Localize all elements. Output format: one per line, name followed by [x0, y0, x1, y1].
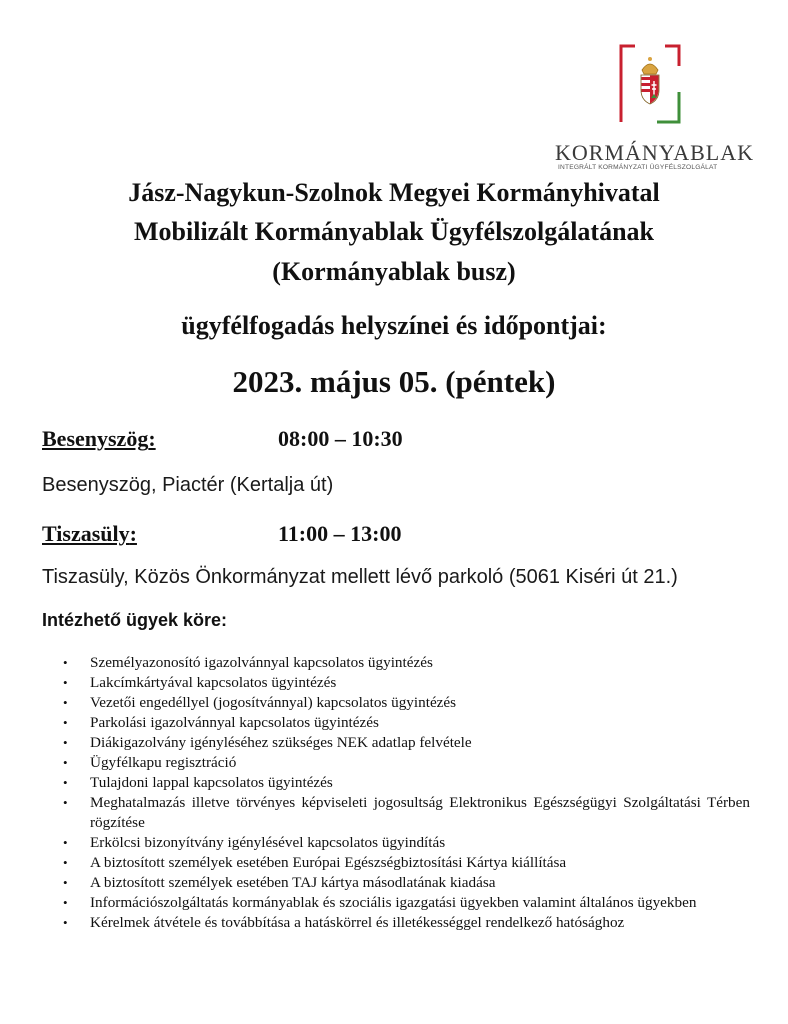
bullet-icon: •	[63, 735, 68, 750]
bullet-icon: •	[63, 895, 68, 910]
list-item: • A biztosított személyek esetében Európai Egészségbiztosítási Kártya kiállítása	[63, 854, 567, 871]
list-item: • Parkolási igazolvánnyal kapcsolatos ügyintézés	[63, 714, 379, 731]
location-address: Besenyszög, Piactér (Kertalja út)	[42, 474, 334, 496]
logo-subtitle: INTEGRÁLT KORMÁNYZATI ÜGYFÉLSZOLGÁLAT	[558, 164, 718, 171]
title-line-2: Mobilizált Kormányablak Ügyfélszolgálatának	[134, 217, 654, 246]
bullet-icon: •	[63, 875, 68, 890]
bullet-icon: •	[63, 755, 68, 770]
list-item: • Meghatalmazás illetve törvényes képviseleti jogosultság Elektronikus Egészségügyi Szolgáltatási Térben rögzítése	[63, 794, 750, 831]
list-item: • Kérelmek átvétele és továbbítása a hatáskörrel és illetékességgel rendelkező hatósághoz	[63, 914, 625, 931]
list-item: • Személyazonosító igazolvánnyal kapcsolatos ügyintézés	[63, 654, 433, 671]
bullet-icon: •	[63, 795, 68, 810]
bullet-icon: •	[63, 675, 68, 690]
list-item: • Erkölcsi bizonyítvány igénylésével kapcsolatos ügyindítás	[63, 834, 446, 851]
title-line-1: Jász-Nagykun-Szolnok Megyei Kormányhivatal	[128, 178, 660, 207]
bullet-icon: •	[63, 915, 68, 930]
list-item: • Diákigazolvány igényléséhez szükséges NEK adatlap felvétele	[63, 734, 472, 751]
location-time: 08:00 – 10:30	[278, 426, 403, 451]
list-item: • Lakcímkártyával kapcsolatos ügyintézés	[63, 674, 337, 691]
bullet-icon: •	[63, 835, 68, 850]
list-item: • Tulajdoni lappal kapcsolatos ügyintézés	[63, 774, 333, 791]
location-name: Tiszasüly:	[42, 521, 137, 546]
coat-of-arms-icon	[617, 44, 683, 124]
bullet-icon: •	[63, 775, 68, 790]
kormanyablak-logo	[555, 42, 755, 177]
bullet-icon: •	[63, 855, 68, 870]
list-item: • Információszolgáltatás kormányablak és szociális igazgatási ügyekben valamint általános ügyekben	[63, 894, 697, 911]
title-line-3: (Kormányablak busz)	[272, 257, 516, 286]
list-item: • Vezetői engedéllyel (jogosítvánnyal) kapcsolatos ügyintézés	[63, 694, 457, 711]
list-item: • A biztosított személyek esetében TAJ kártya másodlatának kiadása	[63, 874, 496, 891]
location-address: Tiszasüly, Közös Önkormányzat mellett lévő parkoló (5061 Kiséri út 21.)	[42, 566, 678, 588]
schedule-subtitle: ügyfélfogadás helyszínei és időpontjai:	[181, 311, 607, 340]
services-list	[60, 653, 750, 933]
list-item: • Ügyfélkapu regisztráció	[63, 754, 237, 771]
bullet-icon: •	[63, 695, 68, 710]
services-heading: Intézhető ügyek köre:	[42, 610, 228, 630]
schedule-date: 2023. május 05. (péntek)	[232, 364, 556, 399]
logo-wordmark: KORMÁNYABLAK	[555, 140, 755, 165]
bullet-icon: •	[63, 655, 68, 670]
bullet-icon: •	[63, 715, 68, 730]
location-time: 11:00 – 13:00	[278, 521, 402, 546]
location-name: Besenyszög:	[42, 426, 156, 451]
